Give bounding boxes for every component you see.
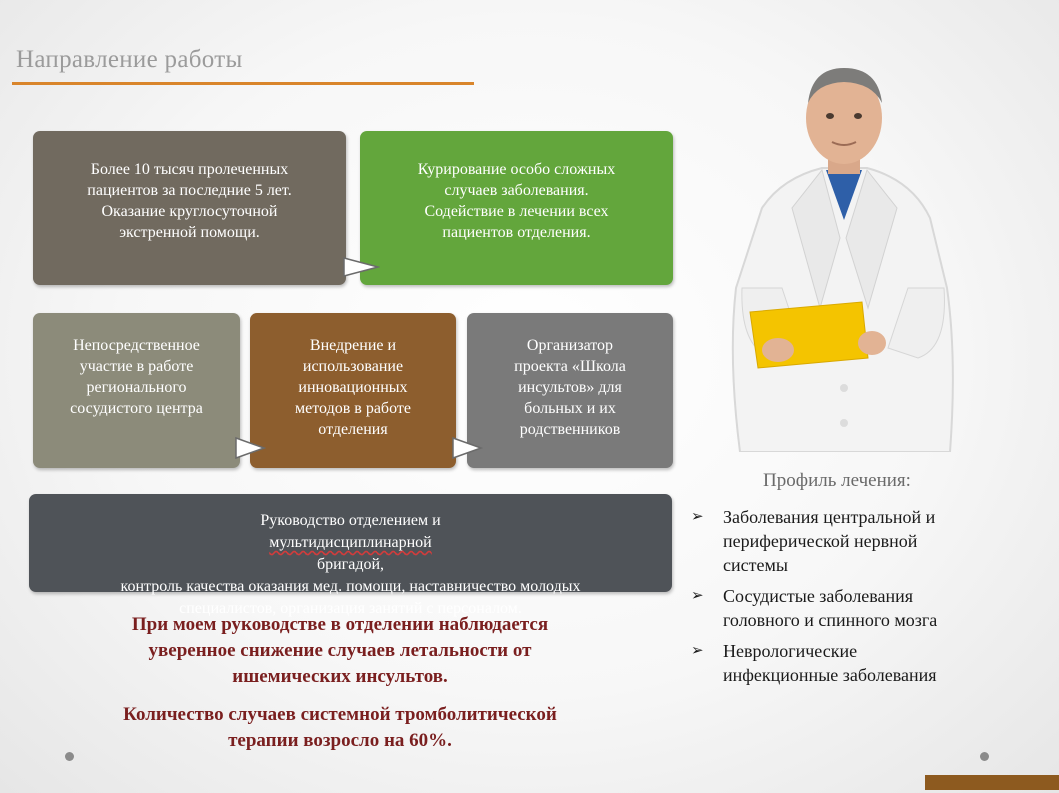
profile-title: Профиль лечения: [763,470,911,491]
list-item: ➢ Заболевания центральной и периферической нервной системы [691,507,936,575]
summary-thrombolysis: Количество случаев системной тромболитической терапии возросло на 60%. [123,704,557,751]
profile-list [688,505,988,694]
box-department-management: Руководство отделением и мультидисциплинарной бригадой, контроль качества оказания мед. помощи, наставничество молодых специалистов, организация занятий с персоналом. [29,494,672,592]
arrow-right-icon [342,256,380,278]
box-treated-patients: Более 10 тысяч пролеченных пациентов за последние 5 лет. Оказание круглосуточной экстренной помощи. [33,131,346,285]
summary-mortality: При моем руководстве в отделении наблюдается уверенное снижение случаев летальности от ишемических инсультов. [131,614,549,687]
list-item: ➢ Сосудистые заболевания головного и спинного мозга [691,586,938,630]
arrow-right-icon [234,436,266,460]
footer-accent-bar [925,775,1059,790]
box-innovative-methods: Внедрение и использование инновационных методов в работе отделения [250,313,456,468]
slide-title: Направление работы [16,46,243,73]
decorative-dot [65,752,74,761]
list-item: ➢ Неврологические инфекционные заболевания [691,641,937,685]
arrow-bullet-icon: ➢ [691,643,704,659]
box-vascular-center: Непосредственное участие в работе регионального сосудистого центра [33,313,240,468]
title-underline [12,82,474,85]
decorative-dot [980,752,989,761]
box-complex-cases: Курирование особо сложных случаев заболевания. Содействие в лечении всех пациентов отделения. [360,131,673,285]
arrow-bullet-icon: ➢ [691,588,704,604]
doctor-photo [722,58,966,452]
box-stroke-school: Организатор проекта «Школа инсультов» для больных и их родственников [467,313,673,468]
arrow-right-icon [451,436,483,460]
arrow-bullet-icon: ➢ [691,509,704,525]
